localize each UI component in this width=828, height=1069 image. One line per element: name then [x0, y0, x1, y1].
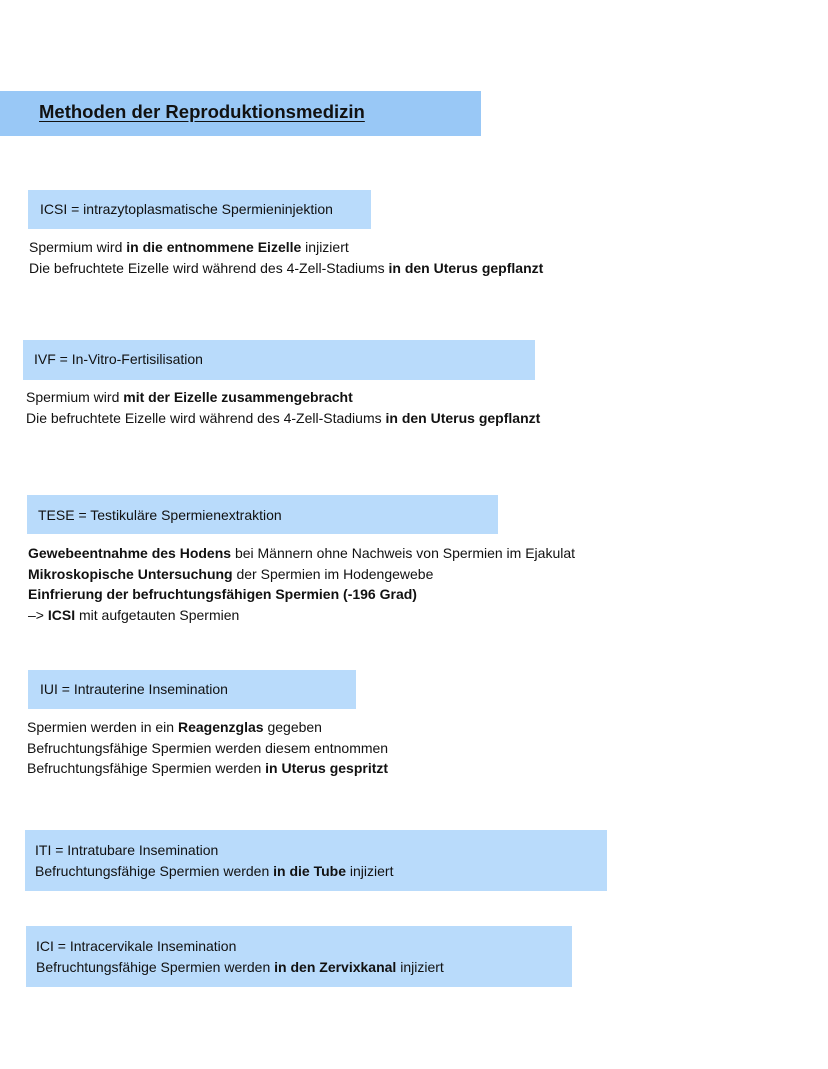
icsi-line-2: Die befruchtete Eizelle wird während des 4-Zell-Stadiums in den Uterus gepflanzt	[29, 259, 544, 276]
tese-line-2: Mikroskopische Untersuchung der Spermien im Hodengewebe	[28, 565, 434, 582]
ivf-line-1: Spermium wird mit der Eizelle zusammengebracht	[26, 389, 353, 405]
ici-line-1: Befruchtungsfähige Spermien werden in den Zervixkanal injiziert	[36, 958, 444, 975]
icsi-heading: ICSI = intrazytoplasmatische Spermieninjektion	[40, 201, 333, 217]
tese-line-3: Einfrierung der befruchtungsfähigen Spermien (-196 Grad)	[28, 586, 417, 602]
iui-description	[27, 717, 388, 779]
iui-line-2: Befruchtungsfähige Spermien werden diesem entnommen	[27, 739, 389, 756]
page-title: Methoden der Reproduktionsmedizin	[39, 101, 365, 122]
icsi-description	[29, 237, 543, 278]
iti-heading: ITI = Intratubare Insemination	[35, 842, 219, 858]
tese-line-1: Gewebeentnahme des Hodens bei Männern ohne Nachweis von Spermien im Ejakulat	[28, 545, 576, 561]
tese-description	[28, 543, 575, 625]
iti-line-1: Befruchtungsfähige Spermien werden in die Tube injiziert	[35, 862, 394, 879]
ivf-description	[26, 387, 540, 428]
ivf-line-2: Die befruchtete Eizelle wird während des 4-Zell-Stadiums in den Uterus gepflanzt	[26, 409, 541, 426]
ici-content	[36, 936, 444, 977]
icsi-line-1: Spermium wird in die entnommene Eizelle injiziert	[29, 239, 349, 255]
tese-line-4: –> ICSI mit aufgetauten Spermien	[28, 606, 240, 623]
iui-heading: IUI = Intrauterine Insemination	[40, 681, 228, 697]
iui-line-3: Befruchtungsfähige Spermien werden in Uterus gespritzt	[27, 760, 389, 776]
ici-heading: ICI = Intracervikale Insemination	[36, 938, 237, 954]
iui-line-1: Spermien werden in ein Reagenzglas gegeben	[27, 719, 322, 735]
tese-heading: TESE = Testikuläre Spermienextraktion	[38, 507, 282, 523]
iti-content	[35, 840, 393, 881]
ivf-heading: IVF = In-Vitro-Fertisilisation	[34, 351, 203, 367]
